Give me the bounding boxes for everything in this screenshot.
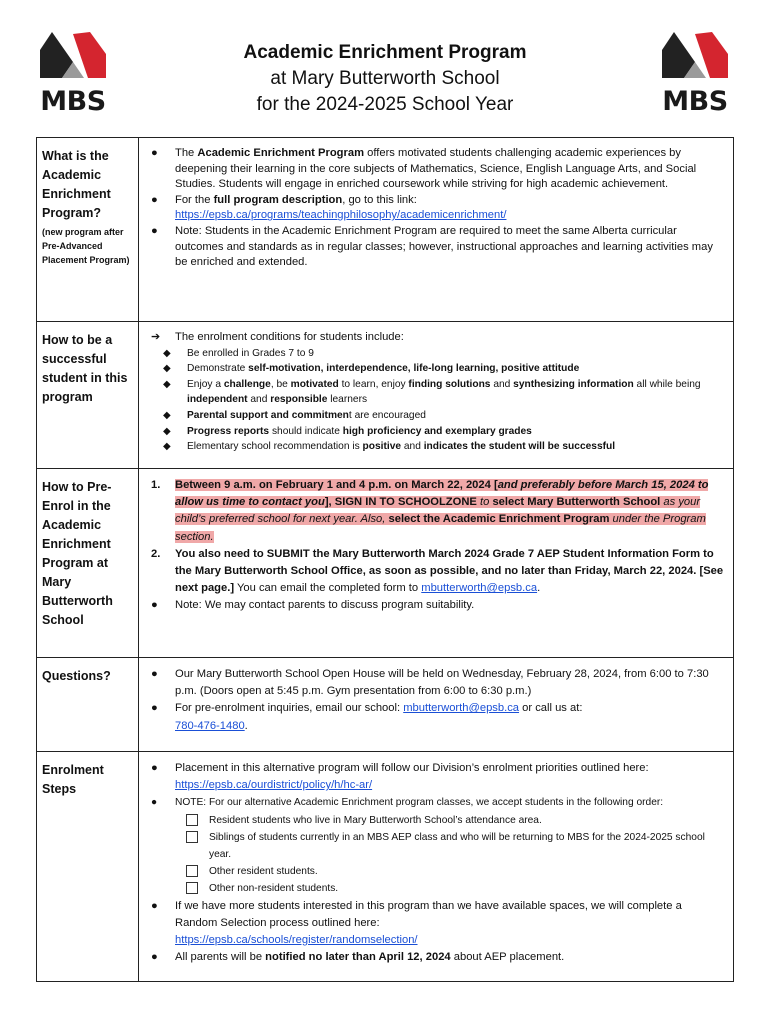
list-item: ◆ Enjoy a challenge, be motivated to learn, enjoy finding solutions and synthesizing information all while being independent and responsible learners (163, 378, 701, 406)
policy-link[interactable]: https://epsb.ca/ourdistrict/policy/h/hc-ar/ (175, 779, 373, 792)
list-item: ➔ The enrolment conditions for students include: (151, 331, 404, 343)
list-item: ◆ Be enrolled in Grades 7 to 9 (163, 347, 314, 359)
row-enrolment-steps (37, 752, 734, 982)
info-table (36, 137, 734, 982)
row-content (139, 322, 734, 469)
checkbox[interactable] (186, 882, 198, 894)
row-how-success (37, 322, 734, 469)
list-item: Resident students who live in Mary Butterworth School’s attendance area. (149, 812, 725, 829)
list-item: ● For pre-enrolment inquiries, email our school: mbutterworth@epsb.ca or call us at: 780-476-1480. (151, 702, 583, 732)
phone-link[interactable]: 780-476-1480 (175, 719, 245, 732)
email-link[interactable]: mbutterworth@epsb.ca (421, 582, 538, 595)
list-item: ● NOTE: For our alternative Academic Enrichment program classes, we accept students in the following order: (151, 797, 664, 809)
list-item: Other resident students. (149, 863, 725, 880)
program-link[interactable]: https://epsb.ca/programs/teachingphilosophy/academicenrichment/ (175, 209, 507, 222)
checkbox[interactable] (186, 831, 198, 843)
list-item: ◆ Elementary school recommendation is positive and indicates the student will be successful (163, 441, 616, 453)
list-item: 1. Between 9 a.m. on February 1 and 4 p.m. on March 22, 2024 [and preferably before March 15, 2024 to allow us time to contact you], SIGN IN TO SCHOOLZONE to select Mary Butterworth School as your child’s preferred school for next year. Also, select the Academic Enrichment Program under the Program section. (151, 479, 709, 543)
checkbox[interactable] (186, 814, 198, 826)
list-item: ● All parents will be notified no later than April 12, 2024 about AEP placement. (151, 951, 565, 964)
row-questions (37, 658, 734, 752)
list-item: ● For the full program description, go to this link: https://epsb.ca/programs/teachingphilosophy/academicenrichment/ (151, 193, 507, 222)
checkbox[interactable] (186, 865, 198, 877)
page-title (160, 40, 610, 118)
row-label: How to be a successful student in this program (37, 322, 139, 469)
list-item: ◆ Demonstrate self-motivation, interdependence, life-long learning, positive attitude (163, 363, 580, 375)
mbs-logo-left (38, 32, 108, 117)
row-label: What is the Academic Enrichment Program? (new program after Pre-Advanced Placement Program) (37, 138, 139, 322)
title-line-1: Academic Enrichment Program (243, 42, 527, 63)
list-item: ● Placement in this alternative program will follow our Division’s enrolment priorities outlined here: https://epsb.ca/ourdistrict/policy/h/hc-ar/ (151, 762, 649, 792)
list-item: ● Note: Students in the Academic Enrichment Program are required to meet the same Alberta curricular outcomes and standards as in regular classes; however, instructional approaches and learning activities may be enriched and extended. (151, 224, 713, 269)
row-label: How to Pre-Enrol in the Academic Enrichment Program at Mary Butterworth School (37, 469, 139, 658)
row-pre-enrol (37, 469, 734, 658)
list-item: ● The Academic Enrichment Program offers motivated students challenging academic experiences by deepening their learning in the core subjects of Mathematics, Science, English Language Arts, and Social Studies. Students will engage in enriched coursework while striving for high academic achievement. (151, 147, 697, 191)
random-selection-link[interactable]: https://epsb.ca/schools/register/randomselection/ (175, 934, 418, 947)
logo-text: MBS (40, 86, 106, 117)
row-content (139, 469, 734, 658)
title-line-2: at Mary Butterworth School (270, 68, 500, 89)
list-item: Siblings of students currently in an MBS AEP class and who will be returning to MBS for the 2024-2025 school year. (149, 829, 725, 863)
row-label: Questions? (37, 658, 139, 752)
row-note: (new program after Pre-Advanced Placement Program) (42, 227, 130, 265)
row-content (139, 658, 734, 752)
list-item: ◆ Parental support and commitment are encouraged (163, 409, 426, 421)
row-content (139, 752, 734, 982)
row-what-is (37, 138, 734, 322)
list-item: 2. You also need to SUBMIT the Mary Butterworth March 2024 Grade 7 AEP Student Information Form to the Mary Butterworth School Office, as soon as possible, and no later than Friday, March 22, 2024. [See next page.] You can email the completed form to mbutterworth@epsb.ca. (151, 547, 724, 595)
list-item: ● If we have more students interested in this program than we have available spaces, we will complete a Random Selection process outlined here: https://epsb.ca/schools/register/randomselection/ (151, 899, 682, 947)
list-item: ● Our Mary Butterworth School Open House will be held on Wednesday, February 28, 2024, from 6:00 to 7:30 p.m. (Doors open at 5:45 p.m. Gym presentation from 6:00 to 6:30 p.m.) (151, 668, 709, 698)
row-content (139, 138, 734, 322)
email-link[interactable]: mbutterworth@epsb.ca (403, 702, 520, 715)
list-item: ● Note: We may contact parents to discuss program suitability. (151, 599, 475, 612)
list-item: Other non-resident students. (149, 880, 725, 897)
title-line-3: for the 2024-2025 School Year (256, 94, 514, 115)
mbs-logo-right (660, 32, 730, 117)
logo-text: MBS (662, 86, 728, 117)
list-item: ◆ Progress reports should indicate high proficiency and exemplary grades (163, 425, 532, 437)
row-label: Enrolment Steps (37, 752, 139, 982)
